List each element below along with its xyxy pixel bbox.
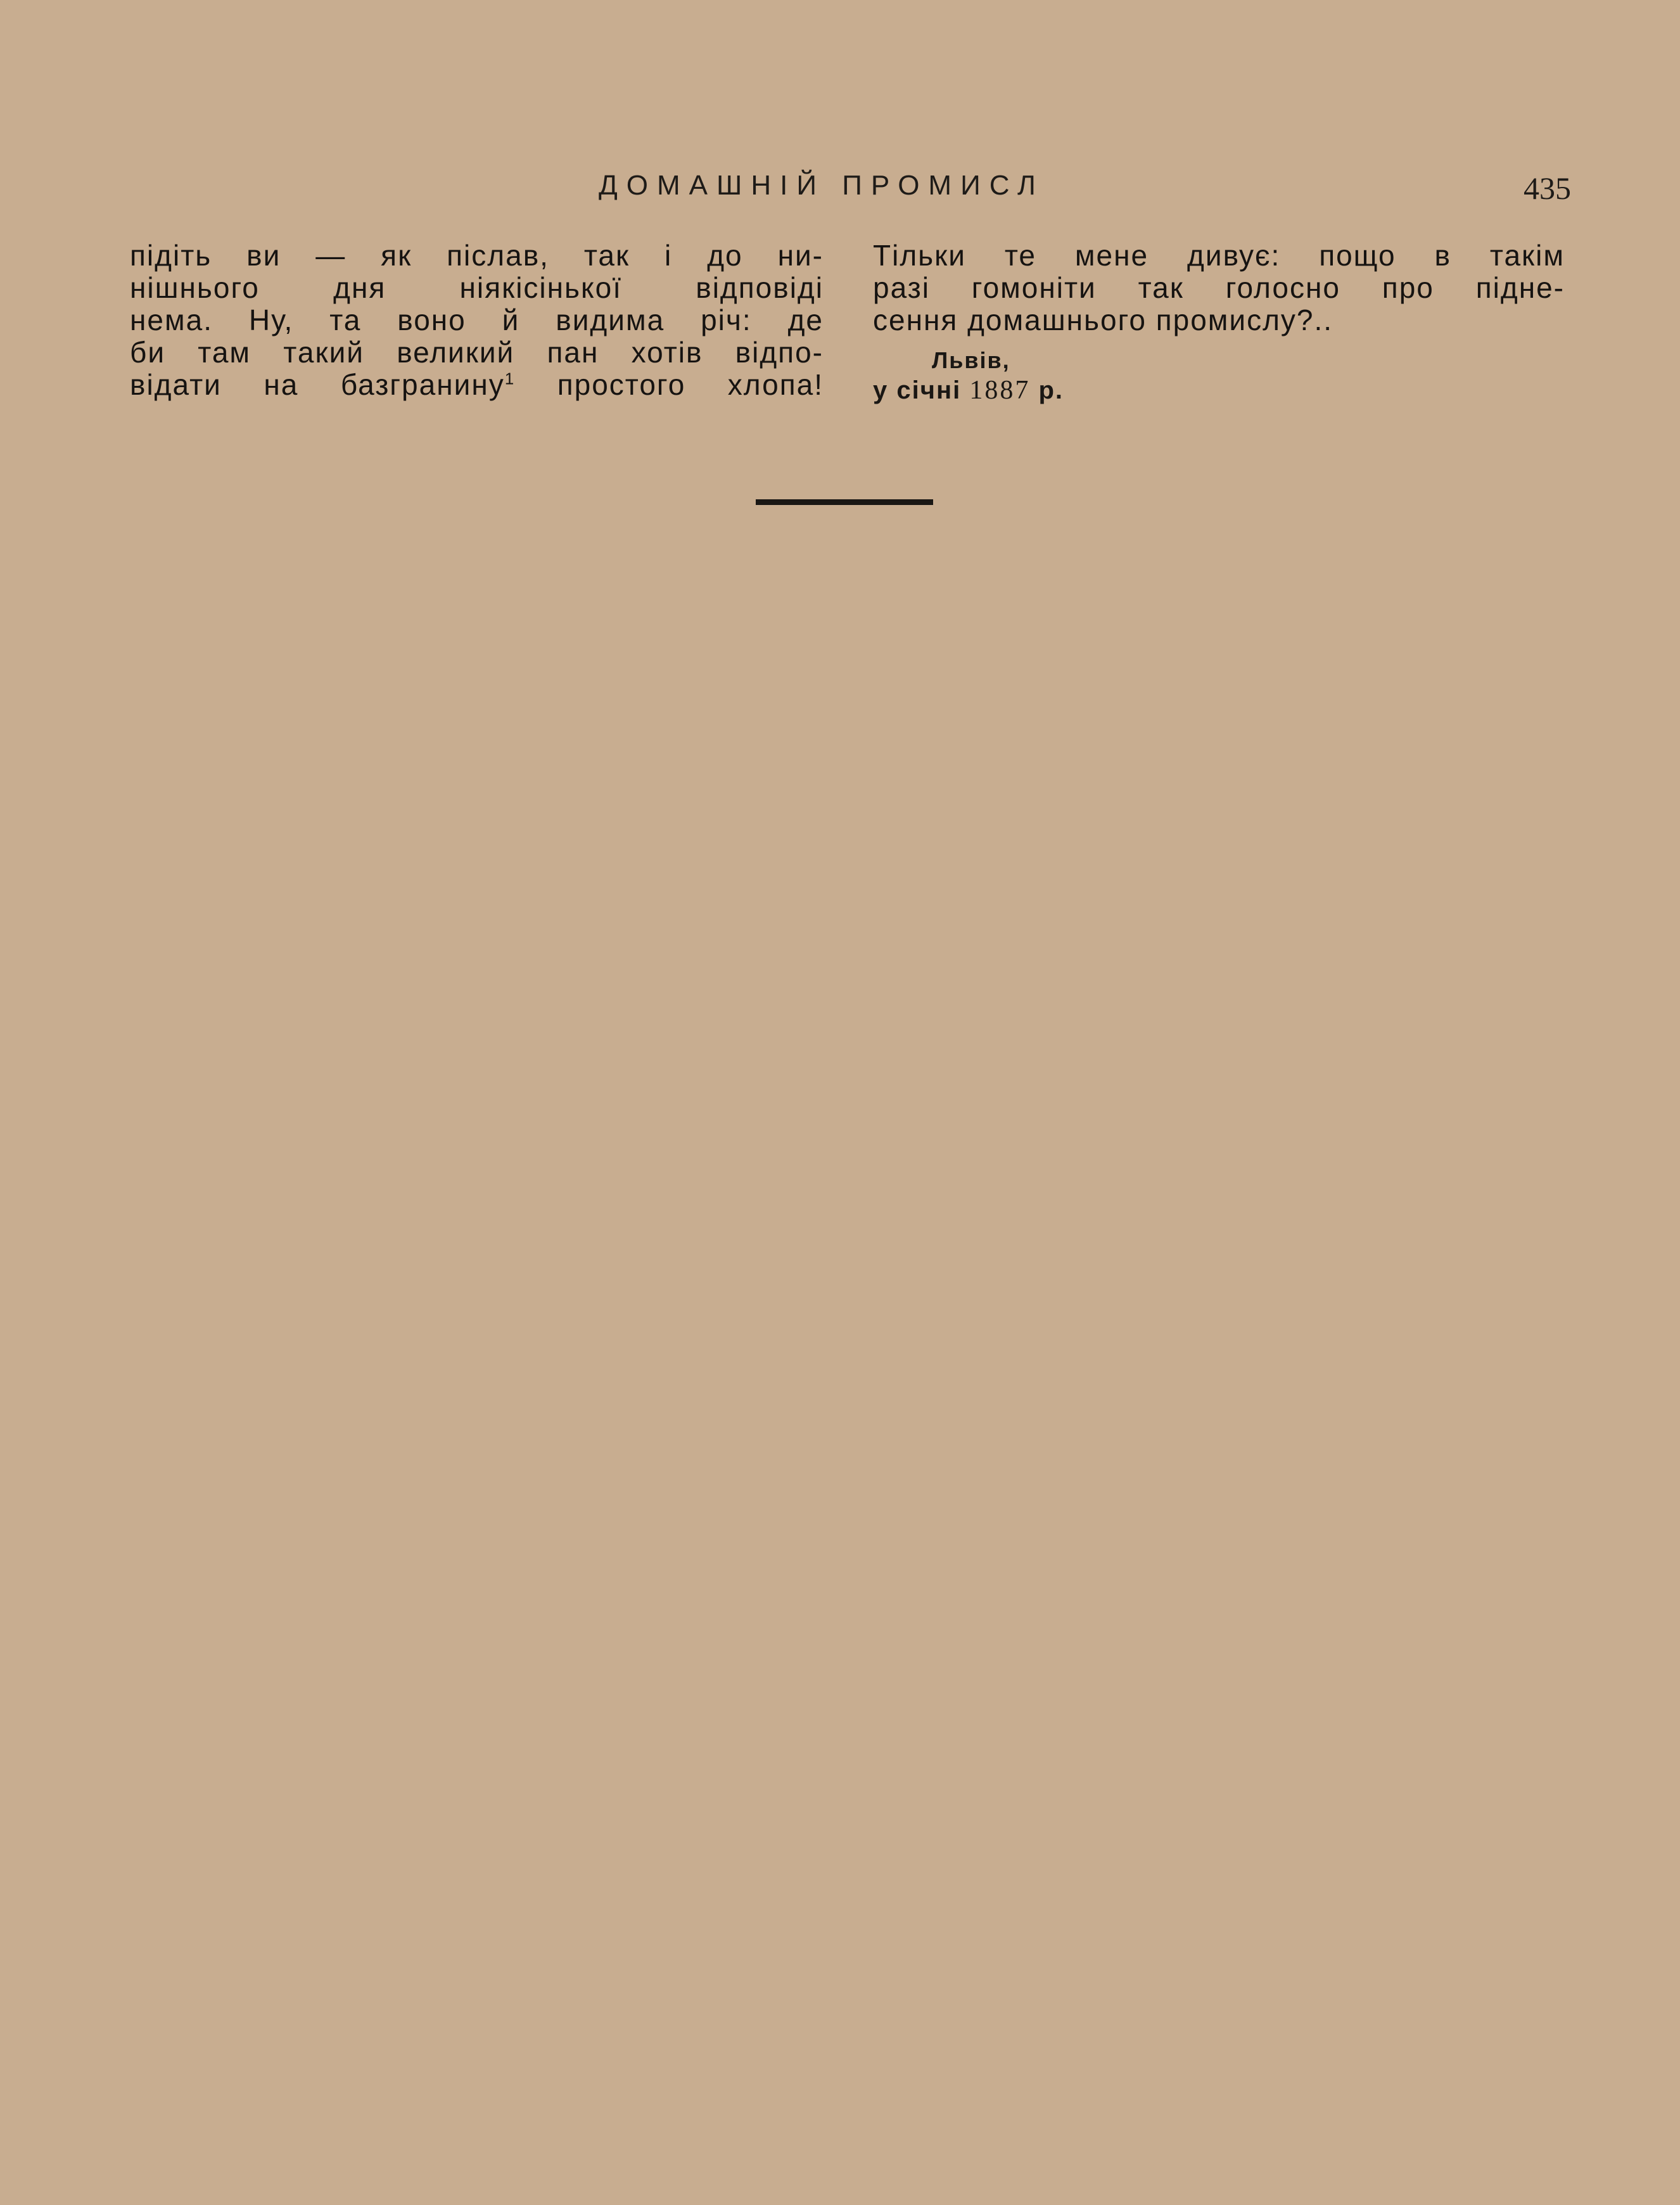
text-fragment: простого хлопа!: [515, 368, 824, 401]
text-line: [130, 369, 824, 401]
text-line: разі гомоніти так голосно про підне-: [873, 271, 1565, 304]
text-line: Тільки те мене дивує: пощо в такім: [873, 239, 1565, 272]
text-line: нішнього дня ніякісінької відповіді: [130, 271, 824, 304]
running-title: ДОМАШНІЙ ПРОМИСЛ: [599, 170, 1045, 201]
footnote-marker: 1: [504, 369, 516, 388]
text-line: підіть ви — як післав, так і до ни-: [130, 239, 824, 272]
end-divider: [756, 499, 933, 505]
date-prefix: у січні: [873, 376, 970, 404]
date-year: 1887: [969, 376, 1031, 405]
text-line: сення домашнього промислу?..: [873, 304, 1333, 336]
text-fragment: відати на базгранину: [130, 368, 505, 401]
text-line: нема. Ну, та воно й видима річ: де: [130, 304, 824, 336]
page-number: 435: [1524, 170, 1571, 206]
right-column-text: [873, 240, 1565, 336]
left-column-text: [130, 240, 824, 401]
text-line: би там такий великий пан хотів відпо-: [130, 336, 824, 369]
signature-place: Львів,: [932, 347, 1010, 373]
signature-date: [873, 375, 1064, 406]
date-suffix: р.: [1030, 376, 1064, 404]
